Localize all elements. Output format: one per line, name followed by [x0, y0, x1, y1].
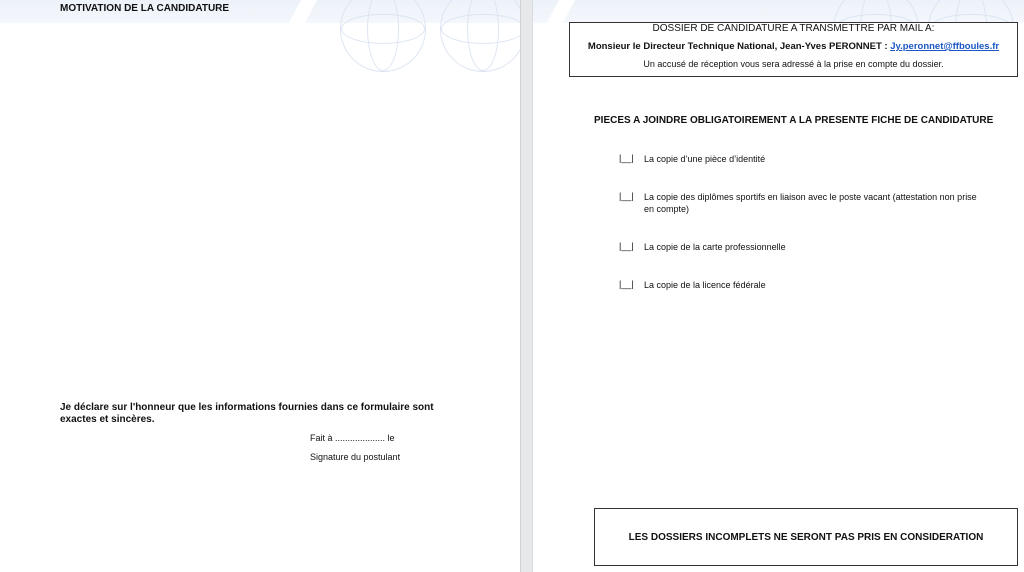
- recipient-name: Monsieur le Directeur Technique National, Jean-Yves PERONNET :: [587, 41, 891, 52]
- required-documents-title: PIECES A JOINDRE OBLIGATOIREMENT A LA PRESENTE FICHE DE CANDIDATURE: [594, 115, 994, 126]
- header-stripe: [289, 0, 317, 23]
- mail-box-title: DOSSIER DE CANDIDATURE A TRANSMETTRE PAR MAIL A:: [652, 23, 935, 34]
- document-item: [619, 241, 984, 253]
- acknowledgement-note: Un accusé de réception vous sera adressé à la prise en compte du dossier.: [643, 59, 944, 69]
- document-label: La copie des diplômes sportifs en liaison avec le poste vacant (attestation non prise en compte): [644, 192, 977, 214]
- document-checkbox[interactable]: |__|: [619, 241, 634, 251]
- header-band: [533, 0, 1024, 23]
- globe-watermark-icon: [440, 0, 520, 72]
- document-item: [619, 153, 984, 165]
- place-date-line: Fait à .................... le: [310, 433, 395, 443]
- document-label: La copie d’une pièce d’identité: [644, 154, 766, 164]
- document-item: [619, 279, 984, 291]
- header-stripe: [547, 0, 575, 23]
- honor-declaration: Je déclare sur l'honneur que les informations fournies dans ce formulaire sont exactes et sincères.: [60, 402, 434, 425]
- mail-instructions-box: [569, 22, 1018, 77]
- section-title-motivation: MOTIVATION DE LA CANDIDATURE: [60, 3, 230, 14]
- page-right: [533, 0, 1024, 572]
- incomplete-notice-box: [594, 508, 1018, 566]
- document-checkbox[interactable]: |__|: [619, 153, 634, 163]
- mail-recipient: [570, 41, 1017, 52]
- page-gutter: [520, 0, 533, 572]
- document-item: [619, 191, 984, 215]
- globe-watermark-icon: [340, 0, 426, 72]
- document-checkbox[interactable]: |__|: [619, 279, 634, 289]
- document-checkbox[interactable]: |__|: [619, 191, 634, 201]
- document-label: La copie de la carte professionnelle: [644, 242, 786, 252]
- incomplete-notice: LES DOSSIERS INCOMPLETS NE SERONT PAS PRIS EN CONSIDERATION: [628, 531, 984, 543]
- email-link[interactable]: Jy.peronnet@ffboules.fr: [890, 41, 1000, 52]
- signature-label: Signature du postulant: [310, 452, 401, 462]
- document-label: La copie de la licence fédérale: [644, 280, 766, 290]
